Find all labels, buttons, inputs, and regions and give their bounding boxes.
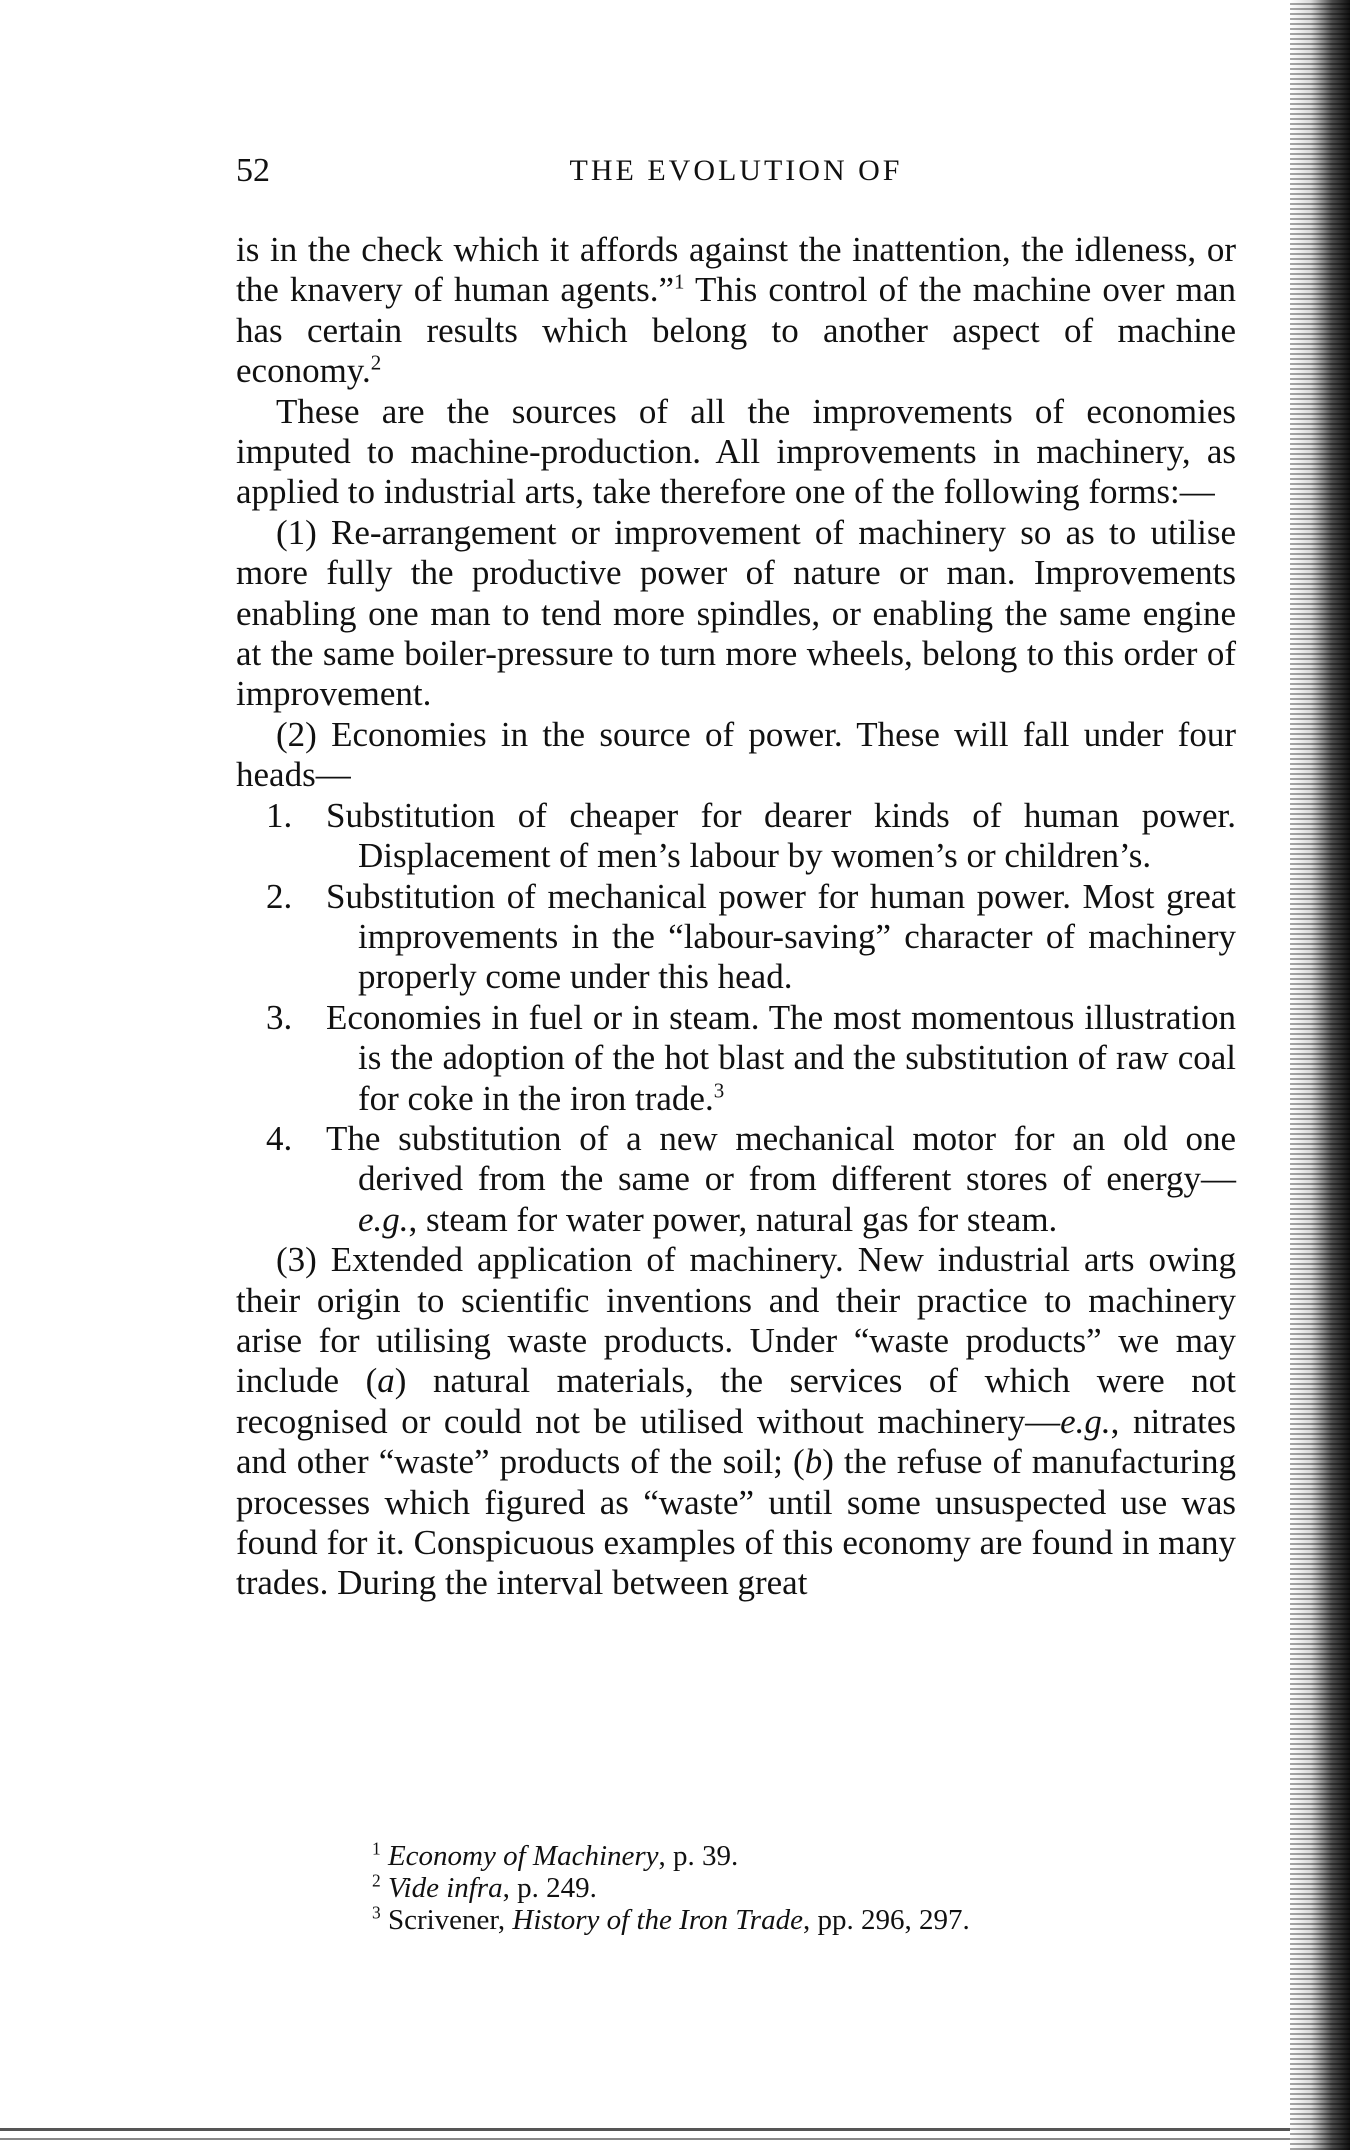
paragraph-1: is in the check which it affords against the inattention, the idleness, or the knavery of human agents.”$^1$ This control of the machine over man has certain results which belong to another aspect of machine economy.$^2$ (236, 230, 1236, 391)
running-head: THE EVOLUTION OF (569, 154, 903, 187)
paragraph-5: (3) Extended application of machinery. New industrial arts owing their origin to scientific inventions and their practice to machinery arise for utilising waste products. Under “waste products” we may include (a) natural materials, the services of which were not recognised or could not be utilised without machinery—e.g., nitrates and other “waste” products of the soil; (b) the refuse of manufacturing processes which figured as “waste” until some unsuspected use was found for it. Conspicuous examples of this economy are found in many trades. During the interval between great (236, 1240, 1236, 1603)
list-item-text: Substitution of cheaper for dearer kinds of human power. Displacement of men’s labour by women’s or children’s. (326, 795, 1236, 876)
list-item (266, 1118, 1236, 1240)
list-item-text: The substitution of a new mechanical motor for an old one derived from the same or from different stores of energy—e.g., steam for water power, natural gas for steam. (326, 1118, 1236, 1239)
footnote-ref-3: 3 (713, 1077, 725, 1102)
footnote-ref-1: 1 (674, 269, 685, 294)
list-item-number: 2. (266, 876, 293, 916)
footnotes (372, 1840, 1192, 1936)
page-number: 52 (236, 152, 270, 189)
list-item (266, 876, 1236, 998)
page-bottom-edge (0, 2128, 1290, 2131)
paragraph-2: These are the sources of all the improvements of economies imputed to machine-production. All improvements in machinery, as applied to industrial arts, take therefore one of the following forms:— (236, 391, 1236, 512)
list-item-number: 4. (266, 1118, 293, 1158)
body-text (236, 230, 1236, 1604)
page-bottom-edge-2 (0, 2138, 1290, 2140)
footnote-ref-2: 2 (370, 350, 382, 375)
list-item-number: 3. (266, 997, 293, 1037)
list-item (266, 795, 1236, 877)
book-spine-edge (1290, 0, 1350, 2150)
list-item-text: Substitution of mechanical power for human power. Most great improvements in the “labour-saving” character of machinery properly come under this head. (326, 876, 1236, 997)
heads-list (236, 796, 1236, 1240)
page-header (236, 152, 1236, 196)
list-item-number: 1. (266, 795, 293, 835)
paragraph-4: (2) Economies in the source of power. These will fall under four heads— (236, 714, 1236, 795)
footnote-2: $^2$ Vide infra, p. 249. (372, 1870, 597, 1904)
footnote-3: $^3$ Scrivener, History of the Iron Trade, pp. 296, 297. (372, 1902, 970, 1936)
list-item-text: Economies in fuel or in steam. The most momentous illustration is the adoption of the hot blast and the substitution of raw coal for coke in the iron trade.$^3$ (326, 997, 1236, 1118)
footnote-1: $^1$ Economy of Machinery, p. 39. (372, 1838, 739, 1872)
list-item (266, 997, 1236, 1119)
paragraph-3: (1) Re-arrangement or improvement of machinery so as to utilise more fully the productive power of nature or man. Improvements enabling one man to tend more spindles, or enabling the same engine at the same boiler-pressure to turn more wheels, belong to this order of improvement. (236, 512, 1236, 714)
